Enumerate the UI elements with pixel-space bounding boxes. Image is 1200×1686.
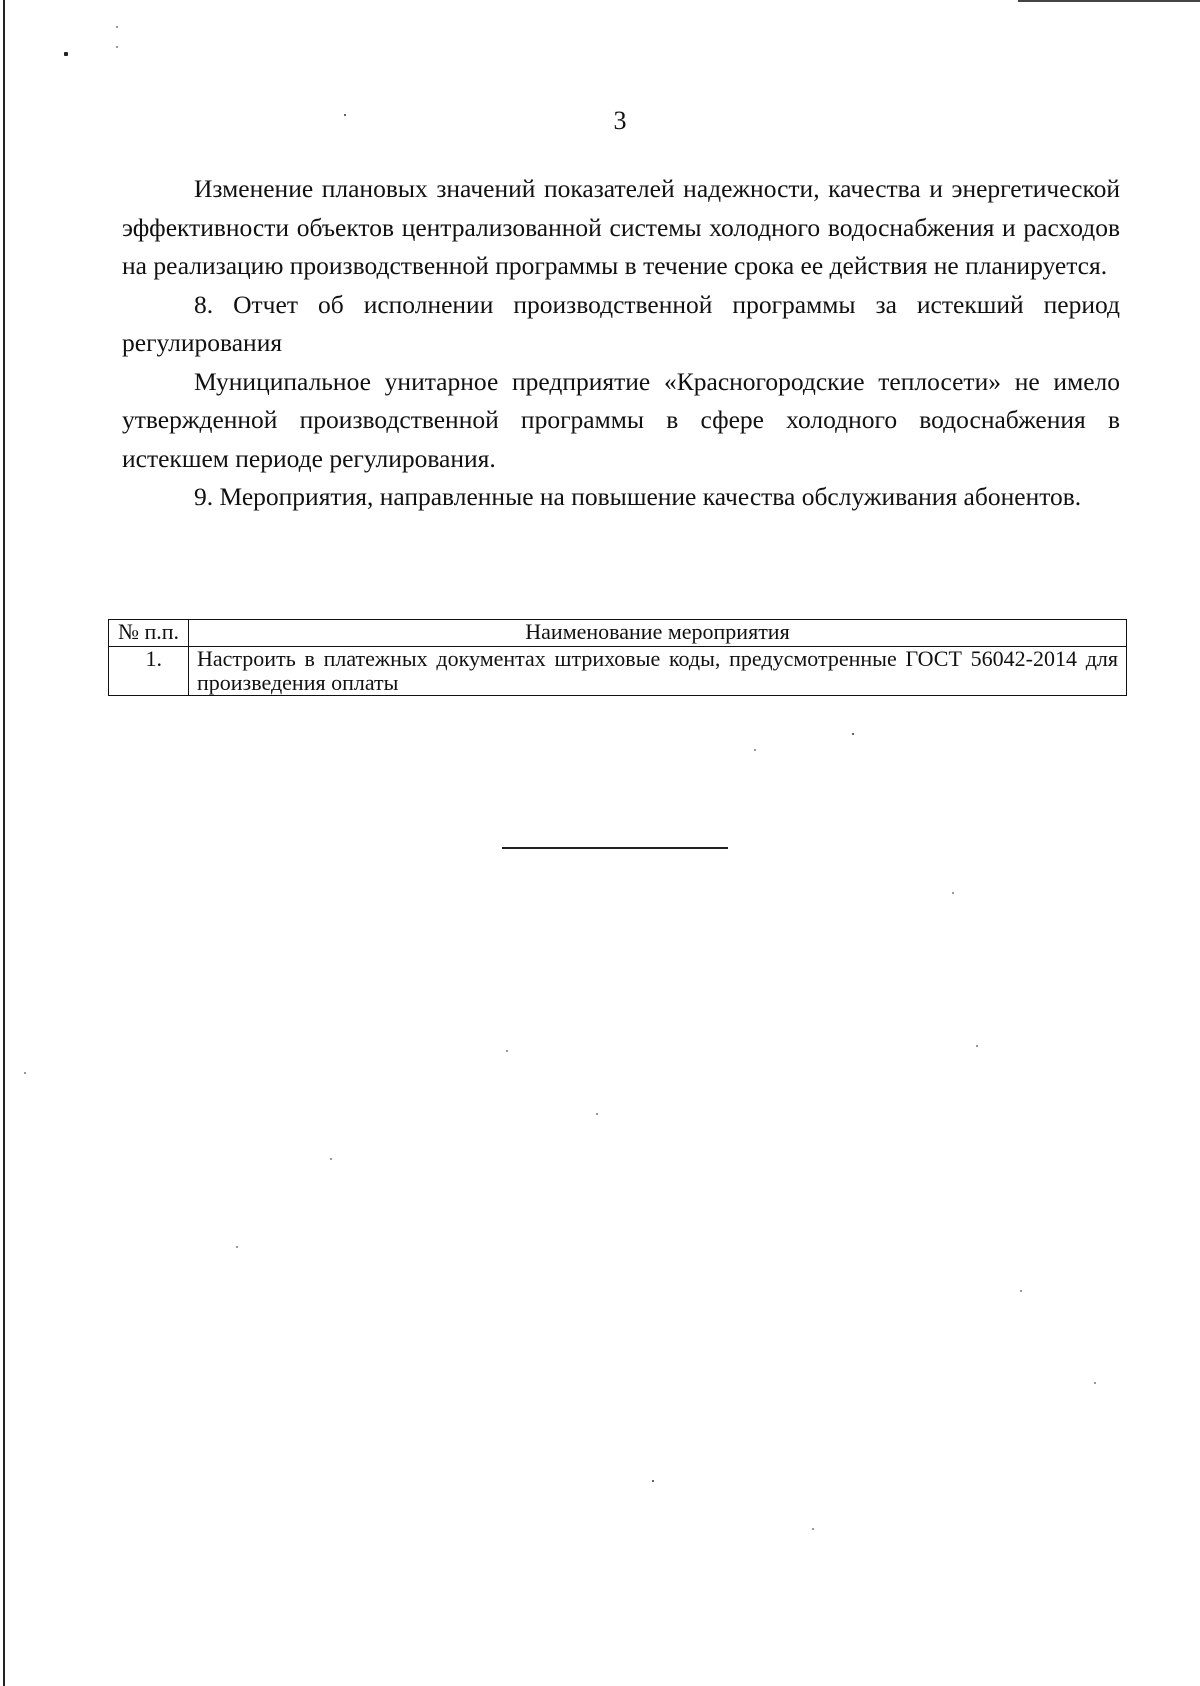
scan-top-edge [1018,0,1200,2]
section-9-heading: 9. Мероприятия, направленные на повышение качества обслуживания абонентов. [194,482,1082,511]
header-number: № п.п. [109,620,189,647]
table-row [109,647,1127,696]
scan-speck [754,749,756,751]
scan-speck [1020,1290,1022,1292]
row-number: 1. [109,647,189,696]
scan-speck [236,1246,238,1248]
scan-speck [952,892,954,894]
scan-speck [852,733,854,735]
row-measure-name: Настроить в платежных документах штриховые коды, предусмотренные ГОСТ 56042-2014 для произведения оплаты [189,647,1127,696]
table-header-row [109,620,1127,647]
header-measure-name: Наименование мероприятия [189,620,1127,647]
scan-speck [1094,1382,1096,1384]
scan-speck [64,52,68,56]
measures-table [108,619,1127,696]
paragraph-plan-changes: Изменение плановых значений показателей надежности, качества и энергетической эффективности объектов централизованной системы холодного водоснабжения и расходов на реализацию производственной программы в течение срока ее действия не планируется. [122,174,1120,280]
paragraph-report: Муниципальное унитарное предприятие «Красногородские теплосети» не имело утвержденной производственной программы в сфере холодного водоснабжения в истекшем периоде регулирования. [122,366,1120,473]
scan-speck [506,1050,508,1052]
scan-speck [116,26,118,28]
scan-speck [652,1480,654,1482]
scan-left-edge [3,0,5,1686]
section-8-heading: 8. Отчет об исполнении производственной программы за истекший период регулирования [122,289,1120,357]
scan-speck [24,1072,26,1074]
scan-speck [812,1528,814,1530]
scan-speck [330,1158,332,1160]
scan-speck [344,114,346,116]
scan-speck [976,1045,978,1047]
page-number: 3 [613,106,627,135]
document-body [122,170,1120,517]
scan-speck [116,46,118,48]
end-of-text-rule [502,847,728,849]
scan-speck [596,1113,598,1115]
